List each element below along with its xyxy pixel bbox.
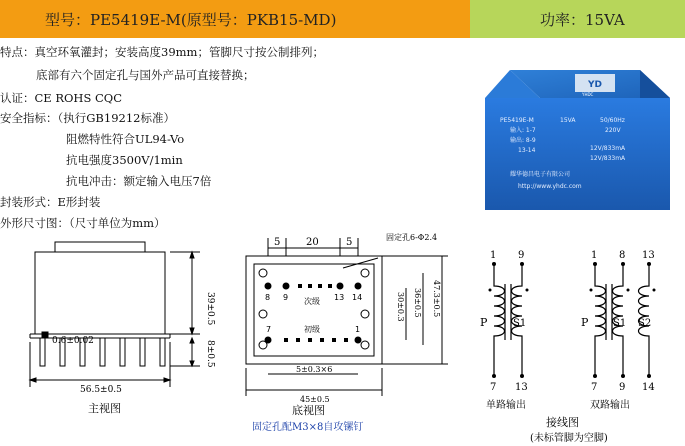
label-power: 15VA	[560, 117, 576, 124]
front-view-drawing	[0, 232, 225, 446]
pin-8: 8	[265, 293, 271, 302]
dim-45: 45±0.5	[300, 395, 330, 404]
front-width-dim: 56.5±0.5	[80, 385, 122, 395]
label-input-val: 220V	[605, 127, 621, 134]
single-pin-13: 13	[515, 382, 528, 393]
product-photo	[470, 50, 680, 220]
bottom-view-note: 固定孔配M3×8自攻镙钉	[252, 422, 364, 433]
pin-9: 9	[283, 293, 289, 302]
pin-13: 13	[334, 293, 345, 302]
single-pin-1: 1	[490, 250, 497, 261]
wiring-diagram	[470, 244, 685, 446]
pin-1: 1	[355, 325, 361, 334]
dual-pin-13: 13	[642, 250, 655, 261]
dimensions-heading: 外形尺寸图：（尺寸单位为mm）	[0, 216, 166, 230]
pin-14: 14	[352, 293, 363, 302]
dim-5-right: 5	[346, 237, 353, 248]
dual-pin-9: 9	[619, 382, 626, 393]
dual-pin-1: 1	[591, 250, 598, 261]
primary-label: 初级	[304, 325, 320, 334]
dielectric-strength: 抗电强度3500V/1min	[66, 153, 183, 167]
surge-rating: 抗电冲击：额定输入电压7倍	[66, 174, 212, 188]
label-model: PE5419E-M	[500, 117, 534, 124]
label-pins2: 13-14	[518, 147, 536, 154]
hole-note: 固定孔6-Φ2.4	[386, 233, 438, 242]
features-line-2: 底部有六个固定孔与国外产品可直接替换；	[36, 68, 255, 82]
single-output-caption: 单路输出	[486, 400, 526, 411]
wiring-caption: 接线图	[546, 416, 579, 429]
dual-pin-7: 7	[591, 382, 598, 393]
package-type: 封装形式：E形封装	[0, 195, 101, 209]
dual-pin-14: 14	[642, 382, 655, 393]
single-pin-7: 7	[490, 382, 497, 393]
flame-rating: 阻燃特性符合UL94-Vo	[66, 132, 185, 146]
dim-47: 47.3±0.5	[432, 280, 441, 318]
front-height-dim: 39±0.5	[205, 292, 215, 326]
dual-coil-p: P	[581, 316, 589, 329]
bottom-view-drawing	[228, 228, 478, 446]
features-line-1: 特点：真空环氧灌封；安装高度39mm；管脚尺寸按公制排列；	[0, 45, 324, 59]
single-coil-p: P	[480, 316, 488, 329]
dim-36: 36±0.5	[413, 288, 422, 318]
label-output-val1: 12V/833mA	[590, 145, 626, 152]
label-input: 输入: 1-7	[510, 127, 536, 134]
header-model-bar	[0, 0, 470, 38]
label-output: 输出: 8-9	[510, 137, 536, 144]
front-pin-thickness-dim: 0.6±0.02	[52, 336, 94, 346]
model-title: 型号：PE5419E-M(原型号：PKB15-MD)	[45, 11, 337, 29]
dual-pin-8: 8	[619, 250, 626, 261]
header-power-bar	[470, 0, 685, 38]
safety-standard: 安全指标：（执行GB19212标准）	[0, 111, 175, 125]
label-freq: 50/60Hz	[600, 117, 625, 124]
bottom-view-caption: 底视图	[292, 404, 325, 417]
dim-5-left: 5	[274, 237, 281, 248]
dual-output-caption: 双路输出	[590, 400, 630, 411]
label-url: http://www.yhdc.com	[518, 183, 582, 190]
single-pin-9: 9	[518, 250, 525, 261]
secondary-label: 次级	[304, 297, 320, 306]
dim-5x6: 5±0.3×6	[296, 365, 333, 374]
label-maker: 耀华德昌电子有限公司	[510, 171, 571, 178]
product-logo: YD	[588, 80, 602, 90]
wiring-note: (未标管脚为空脚)	[530, 433, 608, 444]
dual-coil-s1: S1	[613, 318, 627, 329]
product-brand: YHDC	[582, 92, 594, 97]
front-view-caption: 主视图	[88, 402, 121, 415]
front-pin-length-dim: 8±0.5	[205, 340, 215, 368]
power-title: 功率：15VA	[540, 11, 625, 29]
certification: 认证：CE ROHS CQC	[0, 91, 123, 105]
label-output-val2: 12V/833mA	[590, 155, 626, 162]
dim-20: 20	[306, 237, 319, 248]
dim-30: 30±0.3	[396, 292, 405, 322]
dual-coil-s2: S2	[638, 318, 652, 329]
single-coil-s1: S1	[513, 318, 527, 329]
pin-7: 7	[266, 325, 272, 334]
